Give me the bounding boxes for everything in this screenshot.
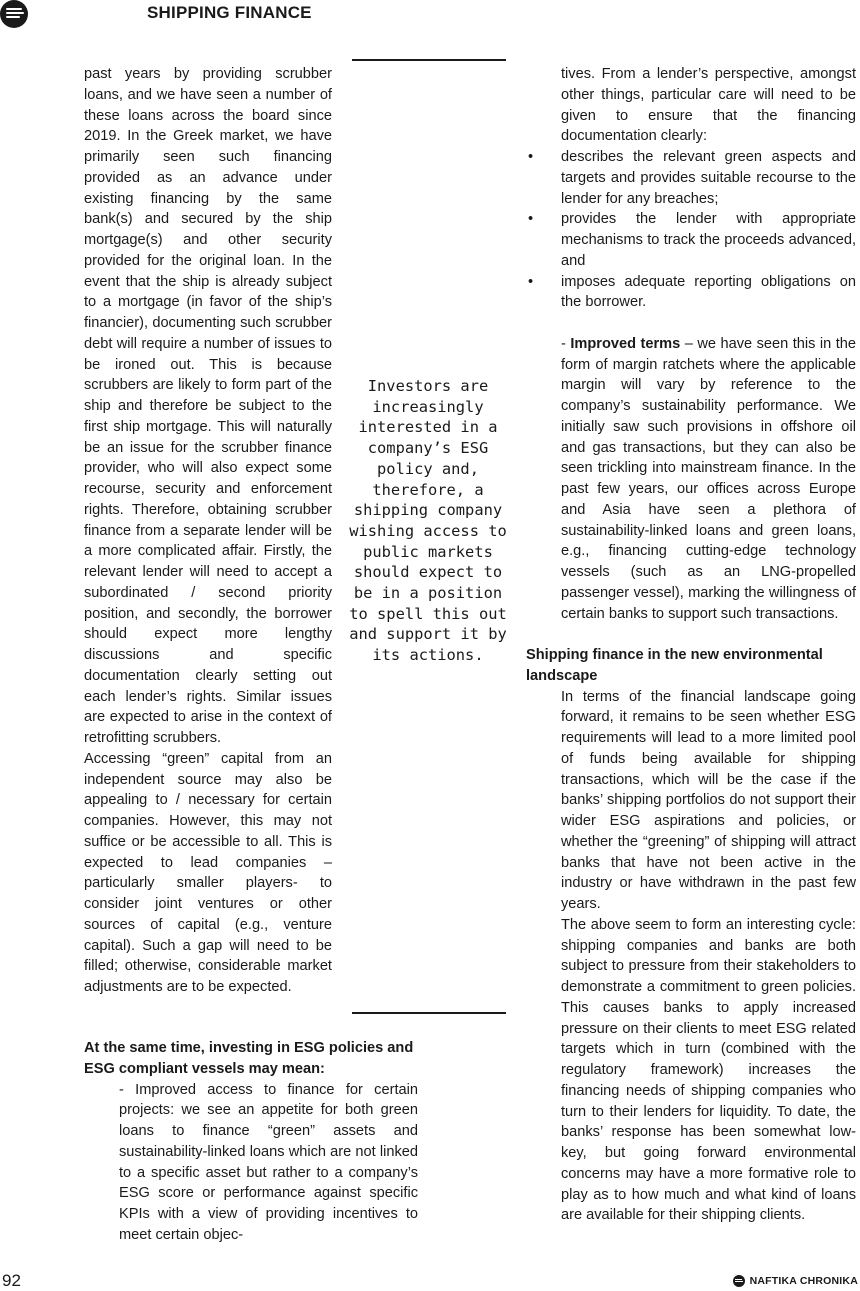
pull-quote: Investors are increasingly interested in a company’s ESG policy and, therefore, a shipping company wishing access to public markets should expect to be in a position to spell this out and support it by its actions.	[349, 377, 507, 665]
naftika-logo-icon	[0, 0, 28, 28]
bullet-icon: •	[528, 211, 534, 228]
improved-access-item: - Improved access to finance for certain projects: we see an appetite for both green loans to finance “green” assets and sustainability-linked loans which are not linked to a specific asset but rather to a company’s ESG score or performance against specific KPIs with a view of providing incentives to meet certain objec-	[119, 1081, 418, 1243]
left-paragraph-green-capital: Accessing “green” capital from an independent source may also be appealing to / necessary for certain companies. However, this may not suffice or be accessible to all. This is expected to lead companies – particularly smaller players- to consider joint ventures or other sources of capital (e.g., venture capital). Such a gap will need to be filled; otherwise, considerable market adjustments are to be expected.	[84, 750, 332, 995]
esg-benefits-heading: At the same time, investing in ESG policies and ESG compliant vessels may mean:	[84, 1040, 414, 1077]
section-title: SHIPPING FINANCE	[147, 3, 312, 22]
landscape-paragraph: In terms of the financial landscape going forward, it remains to be seen whether ESG requirements will lead to a more limited pool of funds being available for shipping transactions, which will be the case if the banks’ shipping portfolios do not support their wider ESG aspirations and policies, or whether the “greening” of shipping will attract banks that have not been active in the industry or have withdrawn in the past few years.	[561, 688, 856, 912]
bullet-item: • describes the relevant green aspects and targets and provides suitable recourse to the lender for any breaches;	[528, 149, 856, 207]
pull-quote-top-rule	[352, 59, 506, 61]
improved-terms-item: - Improved terms – we have seen this in the form of margin ratchets where the applicable margin will vary by reference to the company’s sustainability performance. We initially saw such provisions in offshore oil and gas transactions, but they can also be seen trickling into mainstream finance. In the past few years, our offices across Europe and Asia have seen a plethora of sustainability-linked loans and green loans, e.g., financing cutting-edge technology vessels (such as an LNG-propelled passenger vessel), marking the willingness of certain banks to support such transactions.	[561, 335, 856, 622]
bullet-item: • imposes adequate reporting obligations on the borrower.	[528, 273, 856, 311]
footer-brand	[733, 1275, 858, 1287]
right-column	[526, 64, 856, 1226]
naftika-footer-logo-icon	[733, 1275, 745, 1287]
bullet-icon: •	[528, 149, 534, 165]
bullet-icon: •	[528, 273, 534, 290]
right-paragraph-continuation: tives. From a lender’s perspective, amongst other things, particular care will need to be given to ensure that the financing documentation clearly:	[561, 66, 856, 145]
improved-terms-label: Improved terms	[570, 335, 681, 352]
pull-quote-bottom-rule	[352, 1012, 506, 1014]
left-paragraph-scrubber: past years by providing scrubber loans, and we have seen a number of these loans across the board since 2019. In the Greek market, we have primarily seen such financing provided as an advance under existing financing by the same bank(s) and secured by the ship mortgage(s) and other security provided for the original loan. In the event that the ship is already subject to a mortgage (in favor of the ship’s financier), documenting such scrubber debt will require a number of issues to be ironed out. This is because scrubbers are likely to form part of the ship and therefore be subject to the first ship mortgage. This will naturally be an issue for the scrubber finance provider, who will also expect some recourse, security and enforcement rights. Therefore, obtaining scrubber finance from a separate lender will be a more complicated affair. Firstly, the relevant lender will need to accept a subordinated / second priority position, and secondly, the borrower should expect more lengthy discussions and specific documentation clearly setting out each lender’s rights. Similar issues are expected to arise in the context of retrofitting scrubbers.	[84, 66, 332, 746]
documentation-bullet-list	[526, 147, 856, 313]
left-column	[84, 64, 332, 998]
cycle-paragraph: The above seem to form an interesting cycle: shipping companies and banks are both subject to pressure from their stakeholders to demonstrate a commitment to green policies. This causes banks to apply increased pressure on their clients to meet ESG related targets which in turn (combined with the regulatory framework) increases the financing needs of shipping companies who turn to their lenders for liquidity. To date, the banks’ response has been somewhat low-key, but going forward environmental concerns may have a more formative role to play as to how much and what kind of loans are available for their shipping clients.	[561, 916, 856, 1224]
landscape-heading: Shipping finance in the new environmental landscape	[526, 647, 823, 684]
left-lower-section	[84, 1038, 418, 1246]
bullet-item: • provides the lender with appropriate mechanisms to track the proceeds advanced, and	[528, 211, 856, 269]
brand-name: NAFTIKA CHRONIKA	[749, 1275, 858, 1287]
page-number: 92	[2, 1271, 21, 1290]
